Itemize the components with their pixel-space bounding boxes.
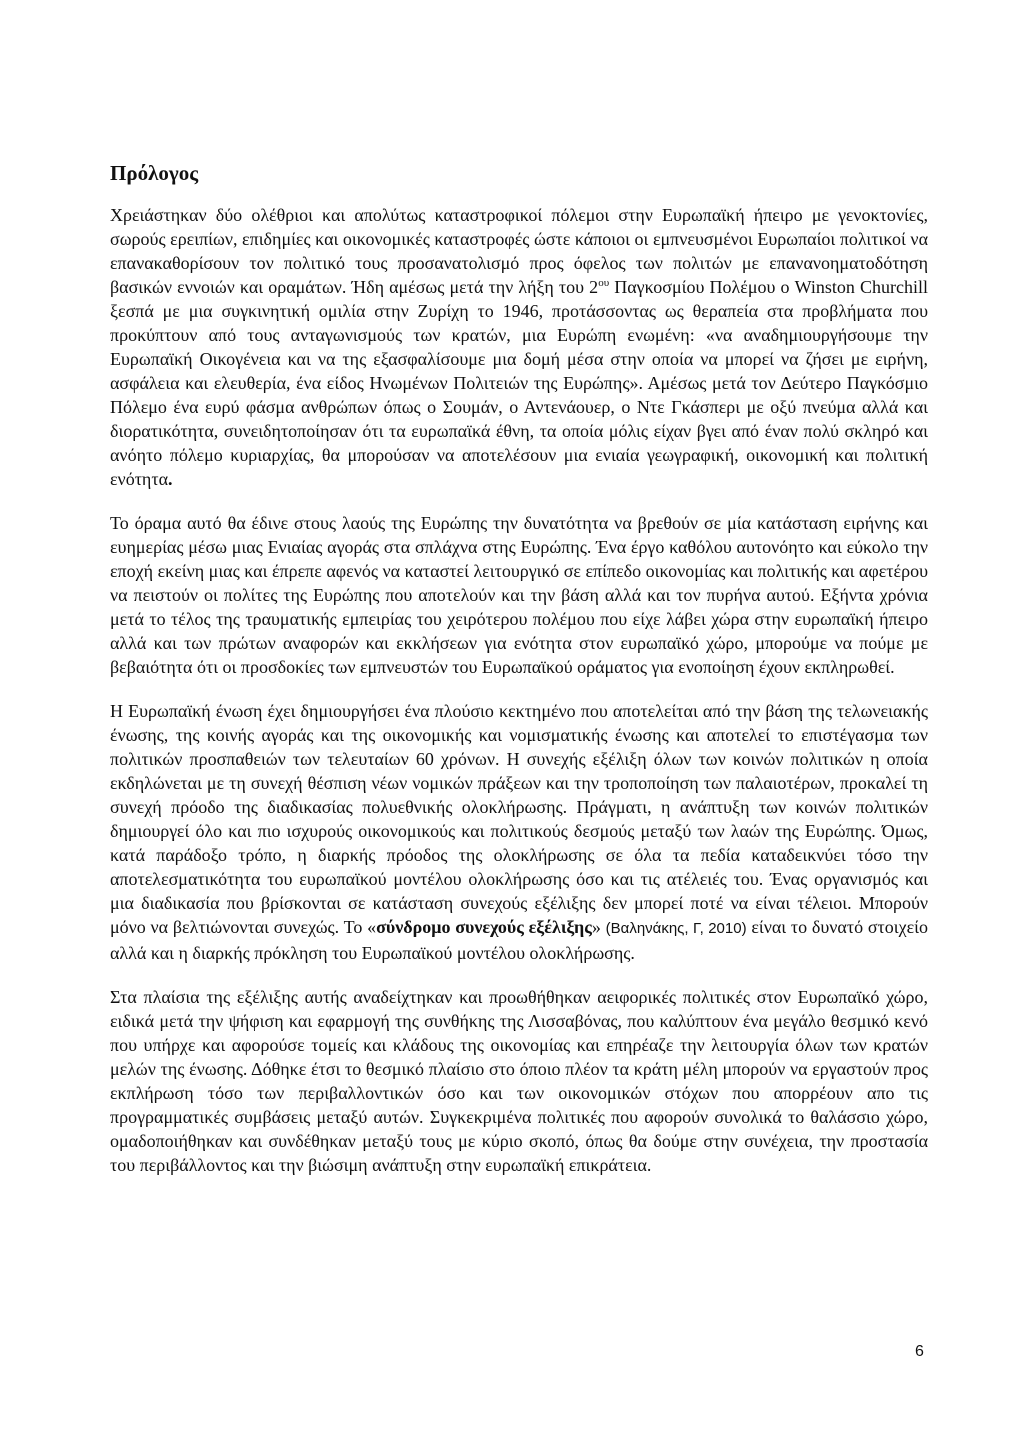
citation: (Βαληνάκης, Γ, 2010) xyxy=(605,920,747,938)
ordinal-superscript: ου xyxy=(598,277,610,290)
document-body xyxy=(110,160,928,1197)
page-title: Πρόλογος xyxy=(110,161,199,185)
paragraph-2: Το όραμα αυτό θα έδινε στους λαούς της Ευρώπης την δυνατότητα να βρεθούν σε μία κατάσταση ειρήνης και ευημερίας μέσω μιας Ενιαίας αγοράς στα σπλάχνα στης Ευρώπης. Ένα έργο καθόλου αυτονόητο και εύκολο την εποχή εκείνη μιας και έπρεπε αφενός να καταστεί λειτουργικό σε επίπεδο οικονομίας και πολιτικής και αφετέρου να πειστούν οι πολίτες της Ευρώπης που αποτελούν και την βάση αλλά και τον πυρήνα αυτού. Εξήντα χρόνια μετά το τέλος της τραυματικής εμπειρίας του χειρότερου πολέμου που είχε λάβει χώρα στην ευρωπαϊκή ήπειρο αλλά και των πρώτων αναφορών και εκκλήσεων για ενότητα στον ευρωπαϊκό χώρο, μπορούμε να πούμε με βεβαιότητα ότι οι προσδοκίες των εμπνευστών του Ευρωπαϊκού οράματος για ενοποίηση έχουν εκπληρωθεί. xyxy=(110,513,928,678)
paragraph-3-text-c: είναι το δυνατό στοιχείο αλλά και η διαρκής πρόκληση του Ευρωπαϊκού μοντέλου ολοκλήρωσης. xyxy=(110,917,929,964)
paragraph-1-text-b: Παγκοσμίου Πολέμου ο Winston Churchill ξεσπά με μια συγκινητική ομιλία στην Ζυρίχη το 1946, προτάσσοντας ως θεραπεία στα προβλήματα που προκύπτουν από τους ανταγωνισμούς των κρατών, μια Ευρώπη ενωμένη: «να αναδημιουργήσουμε την Ευρωπαϊκή Οικογένεια και να της εξασφαλίσουμε μια δομή μέσα στην οποία να μπορεί να ζήσει με ειρήνη, ασφάλεια και ελευθερία, ένα είδος Ηνωμένων Πολιτειών της Ευρώπης». Αμέσως μετά τον Δεύτερο Παγκόσμιο Πόλεμο ένα ευρύ φάσμα ανθρώπων όπως ο Σουμάν, ο Αντενάουερ, ο Ντε Γκάσπερι με οξύ πνεύμα αλλά και διορατικότητα, συνειδητοποίησαν ότι τα ευρωπαϊκά έθνη, τα οποία μόλις είχαν βγει από έναν πολύ σκληρό και ανόητο πόλεμο κυριαρχίας, θα μπορούσαν να αποτελέσουν μια ενιαία γεωγραφική, οικονομική και πολιτική ενότητα xyxy=(110,277,928,490)
page-number: 6 xyxy=(915,1343,924,1360)
emphasis-bold-term: σύνδρομο συνεχούς εξέλιξης xyxy=(376,917,592,938)
paragraph-1 xyxy=(110,203,928,491)
paragraph-1-bold-period: . xyxy=(168,469,173,490)
paragraph-4: Στα πλαίσια της εξέλιξης αυτής αναδείχτηκαν και προωθήθηκαν αειφορικές πολιτικές στον Ευρωπαϊκό χώρο, ειδικά μετά την ψήφιση και εφαρμογή της συνθήκης της Λισσαβόνας, που καλύπτουν ένα μεγάλο θεσμικό κενό που υπήρχε και αφορούσε τομείς και κλάδους της οικονομίας και επηρέαζε την λειτουργία όλων των κρατών μελών της ένωσης. Δόθηκε έτσι το θεσμικό πλαίσιο στο όποιο πλέον τα κράτη μέλη μπορούν να εργαστούν προς εκπλήρωση τόσο των περιβαλλοντικών όσο και των οικονομικών στόχων που απορρέουν απο τις προγραμματικές συμβάσεις μεταξύ αυτών. Συγκεκριμένα πολιτικές που αφορούν συνολικά το θαλάσσιο χώρο, ομαδοποιήθηκαν και συνδέθηκαν μεταξύ τους με κύριο σκοπό, όπως θα δούμε στην συνέχεια, την προστασία του περιβάλλοντος και την βιώσιμη ανάπτυξη στην ευρωπαϊκή επικράτεια. xyxy=(110,987,928,1176)
paragraph-1-text-a: Χρειάστηκαν δύο ολέθριοι και απολύτως καταστροφικοί πόλεμοι στην Ευρωπαϊκή ήπειρο με γενοκτονίες, σωρούς ερειπίων, επιδημίες και οικονομικές καταστροφές ώστε κάποιοι οι εμπνευσμένοι Ευρωπαίοι πολιτικοί να επανακαθορίσουν τον πολιτικό τους προσανατολισμό προς όφελος των πολιτών με επανανοηματοδότηση βασικών εννοιών και οραμάτων. Ήδη αμέσως μετά την λήξη του 2 xyxy=(110,205,928,298)
paragraph-3-text-b: » xyxy=(591,917,606,938)
paragraph-3 xyxy=(110,699,928,965)
paragraph-3-text-a: Η Ευρωπαϊκή ένωση έχει δημιουργήσει ένα πλούσιο κεκτημένο που αποτελείται από την βάση της τελωνειακής ένωσης, της κοινής αγοράς και της οικονομικής και νομισματικής ένωσης και αποτελεί το επιστέγασμα των πολιτικών προσπαθειών των τελευταίων 60 χρόνων. Η συνεχής εξέλιξη όλων των κοινών πολιτικών η οποία εκδηλώνεται με τη συνεχή θέσπιση νέων νομικών πράξεων και την τροποποίηση των παλαιοτέρων, προκαλεί τη συνεχή πρόοδο της διαδικασίας πολυεθνικής ολοκλήρωσης. Πράγματι, η ανάπτυξη των κοινών πολιτικών δημιουργεί όλο και πιο ισχυρούς οικονομικούς και πολιτικούς δεσμούς μεταξύ των λαών της Ευρώπης. Όμως, κατά παράδοξο τρόπο, η διαρκής πρόοδος της ολοκλήρωσης σε όλα τα πεδία καταδεικνύει τόσο την αποτελεσματικότητα του ευρωπαϊκού μοντέλου ολοκλήρωσης όσο και τις ατέλειές του. Ένας οργανισμός και μια διαδικασία που βρίσκονται σε κατάσταση συνεχούς εξέλιξης δεν μπορεί ποτέ να είναι τέλειοι. Μπορούν μόνο να βελτιώνονται συνεχώς. Το « xyxy=(110,701,928,938)
